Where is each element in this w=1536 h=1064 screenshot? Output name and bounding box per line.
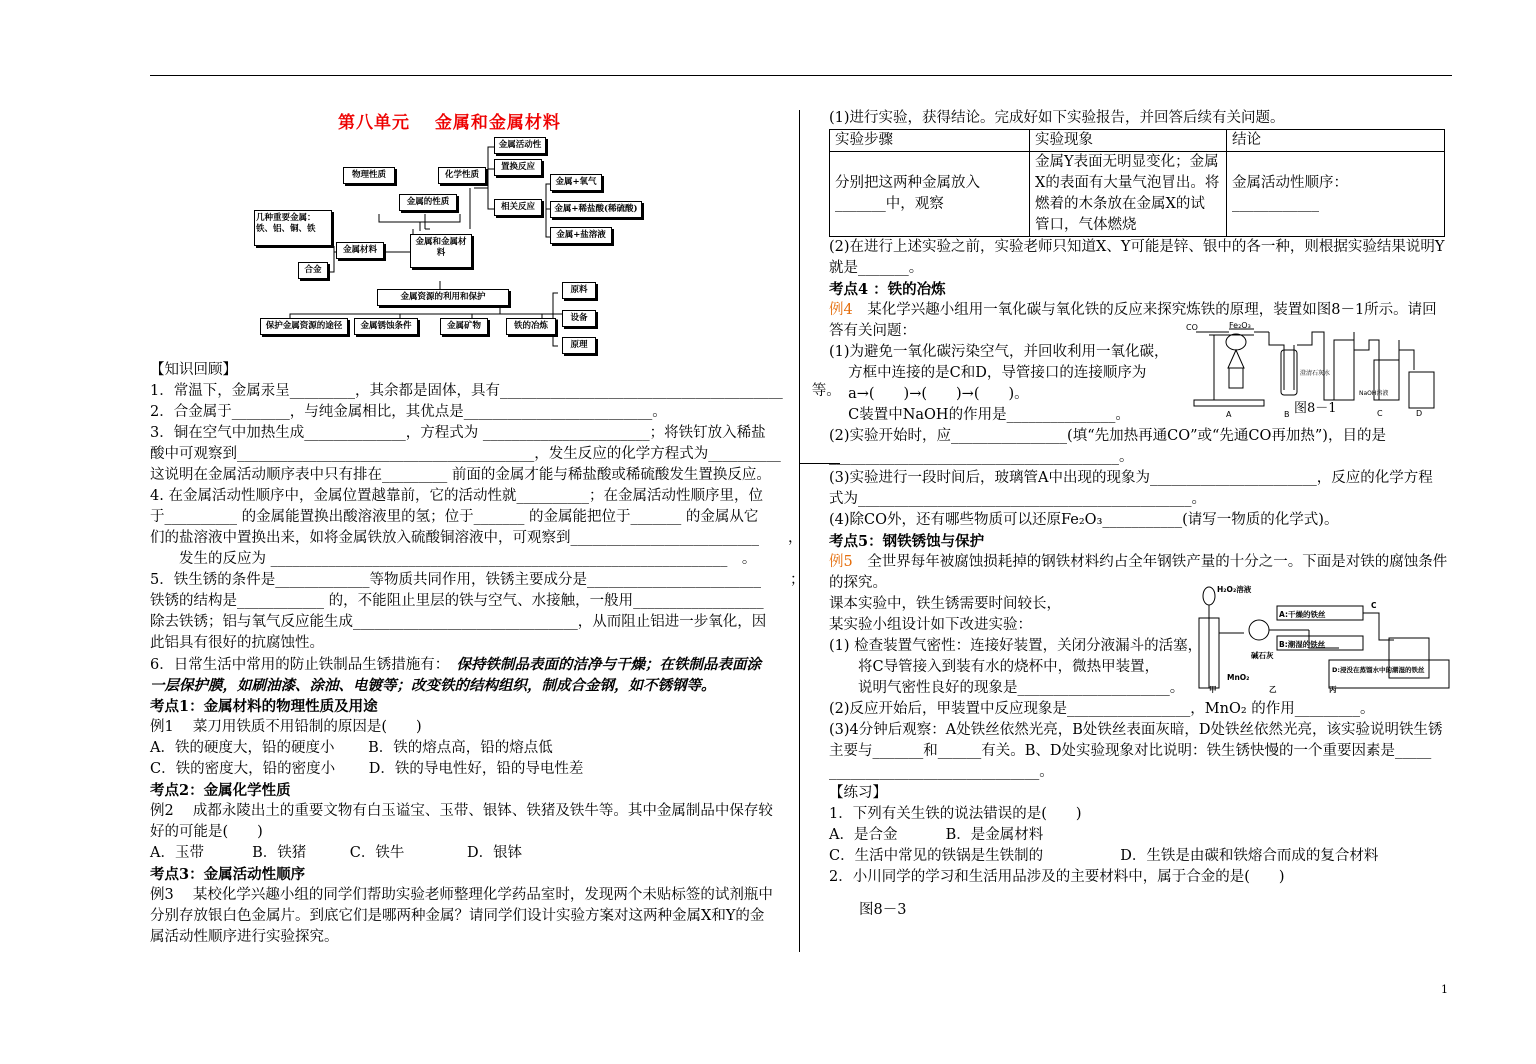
intro-line: (1)进行实验，获得结论。完成好如下实验报告，并回答后续有关问题。 xyxy=(829,110,1285,126)
figure-rust-apparatus xyxy=(1189,578,1451,693)
rust-apparatus-drawing xyxy=(1189,578,1451,693)
page-title: 第八单元 金属和金属材料 xyxy=(338,113,561,133)
box-principle: 原理 xyxy=(562,337,596,354)
example-4-line: 方框中连接的是C和D，导管接口的连接顺序为 xyxy=(829,365,1147,381)
review-line: 【知识回顾】 xyxy=(150,362,237,378)
cell-phenomena xyxy=(1030,152,1227,237)
example-5-line: (1) 检查装置气密性：连接好装置，关闭分液漏斗的活塞， xyxy=(829,638,1203,654)
example-4-line: 式为______________________________________________。 xyxy=(829,491,1206,507)
example-4-line: (1)为避免一氧化碳污染空气，并回收利用一氧化碳， xyxy=(829,344,1169,360)
box-chemical: 化学性质 xyxy=(438,167,486,184)
box-related: 相关反应 xyxy=(494,199,542,216)
review-line: 此铝具有很好的抗腐蚀性。 xyxy=(150,635,324,651)
box-materials: 金属材料 xyxy=(336,242,384,259)
example-5-line: 某实验小组设计如下改进实验： xyxy=(829,617,1032,633)
fig2-yi-label: 乙 xyxy=(1269,685,1277,693)
example-4-line: (4)除CO外，还有哪些物质可以还原Fe₂O₃___________(请写一物质的化学式)。 xyxy=(829,512,1339,528)
example-2-line: A．玉带 B．铁猪 C．铁牛 D．银钵 xyxy=(150,845,523,861)
right-column xyxy=(829,108,1451,921)
example-5-line: (3)4分钟后观察：A处铁丝依然光亮，B处铁丝表面灰暗，D处铁丝依然光亮，该实验说明铁生锈 xyxy=(829,722,1443,738)
cell-concl-line: 金属活动性顺序： xyxy=(1232,175,1348,191)
box-several-line2: 铁、铝、铜、铁 xyxy=(256,223,316,234)
fig2-c-label: C xyxy=(1371,601,1377,610)
example-5-line: 的探究。 xyxy=(829,575,887,591)
box-r3: 金属+盐溶液 xyxy=(550,227,612,244)
cell-steps xyxy=(830,152,1030,237)
review-line: 4. 在金属活动性顺序中，金属位置越靠前，它的活动性就__________；在金属活动性顺序里，位 xyxy=(150,488,763,504)
cell-steps-line: _______中，观察 xyxy=(835,196,944,212)
example-5-line: _____________________________。 xyxy=(829,764,1054,780)
review-line: 铁锈的结构是____________ 的，不能阻止里层的铁与空气、水接触，一般用__________________ xyxy=(150,593,764,609)
q2-line: 就是_______。 xyxy=(829,260,924,276)
box-displacement: 置换反应 xyxy=(494,159,542,176)
example-5-line: 主要与_______和______有关。B、D处实验现象对比说明：铁生锈快慢的一个重要因素是_____ xyxy=(829,743,1432,759)
box-r2: 金属+稀盐酸(稀硫酸) xyxy=(550,201,642,218)
review-line: 们的盐溶液中置换出来，如将金属铁放入硫酸铜溶液中，可观察到__________________________ ， xyxy=(150,530,803,546)
cell-steps-line: 分别把这两种金属放入 xyxy=(835,175,980,191)
q2-line: (2)在进行上述实验之前，实验老师只知道X、Y可能是锌、银中的各一种，则根据实验结果说明Y xyxy=(829,239,1445,255)
example-2-line: 好的可能是( ) xyxy=(150,824,263,840)
fig1-b-label: B xyxy=(1284,410,1290,419)
practice-line: 【练习】 xyxy=(829,785,887,801)
example-5-line: 说明气密性良好的现象是_____________________。 xyxy=(829,680,1185,696)
example-4-line: 答有关问题： xyxy=(829,323,916,339)
q6-label: 6．日常生活中常用的防止铁制品生锈措施有： xyxy=(150,657,457,673)
figure-8-1 xyxy=(1184,320,1449,420)
example-4-line: ________________________________________。 xyxy=(829,449,1134,465)
cell-phen-line: 燃着的木条放在金属X的试 xyxy=(1035,196,1205,212)
cell-phen-line: 管口，气体燃烧 xyxy=(1035,217,1137,233)
example-3-line: 例3 某校化学兴趣小组的同学们帮助实验老师整理化学药品室时，发现两个未贴标签的试剂瓶中 xyxy=(150,887,773,903)
cell-conclusion xyxy=(1227,152,1445,237)
box-r1: 金属+氧气 xyxy=(550,174,602,191)
top-rule xyxy=(150,75,1452,76)
box-raw: 原料 xyxy=(562,282,596,299)
figure-8-1-drawing xyxy=(1184,320,1449,420)
review-line: 这说明在金属活动顺序表中只有排在_________ 前面的金属才能与稀盐酸或稀硫酸发生置换反应。 xyxy=(150,467,771,483)
example-3-line: 分别存放银白色金属片。到底它们是哪两种金属？请同学们设计实验方案对这两种金属X和Y的金 xyxy=(150,908,765,924)
fig2-jia-label: 甲 xyxy=(1209,685,1217,693)
experiment-report-table xyxy=(829,129,1445,237)
box-properties: 金属的性质 xyxy=(399,194,457,211)
box-several xyxy=(254,210,332,246)
example-2-line: 例2 成都永陵出土的重要文物有白玉谥宝、玉带、银钵、铁猪及铁牛等。其中金属制品中保存较 xyxy=(150,803,773,819)
box-physical: 物理性质 xyxy=(343,167,395,184)
review-line: 发生的反应为 _______________________________________________________________ 。 xyxy=(150,551,757,567)
figure-8-3-caption: 图8－3 xyxy=(859,902,907,918)
example-4-line xyxy=(829,300,1451,321)
example-3-line: 属活动性顺序进行实验探究。 xyxy=(150,929,339,945)
fig2-b-label: B:潮湿的铁丝 xyxy=(1279,640,1326,649)
th-steps: 实验步骤 xyxy=(830,130,1030,152)
fig1-fe-label: Fe₂O₃ xyxy=(1229,321,1251,330)
example-5-text: 全世界每年被腐蚀损耗掉的钢铁材料约占全年钢铁产量的十分之一。下面是对铁的腐蚀条件 xyxy=(852,554,1448,570)
q6-answer: 保持铁制品表面的洁净与干燥；在铁制品表面涂 xyxy=(456,656,761,673)
example-4-label: 例4 xyxy=(829,302,853,318)
example-4-line: C装置中NaOH的作用是_______________。 xyxy=(829,407,1130,423)
q6-line xyxy=(150,654,775,675)
example-4-line: (2)实验开始时，应________________(填“先加热再通CO”或“先通CO再加热”)，目的是 xyxy=(829,428,1386,444)
fig2-a-label: A:干燥的铁丝 xyxy=(1279,610,1326,619)
cell-phen-line: X的表面有大量气泡冒出。将 xyxy=(1035,175,1220,191)
review-line: 3．铜在空气中加热生成______________，方程式为 _______________________；将铁钉放入稀盐 xyxy=(150,425,766,441)
kaodian-3: 考点3：金属活动性顺序 xyxy=(150,866,306,883)
mind-map xyxy=(250,134,650,366)
review-line: 于__________ 的金属能置换出酸溶液里的氢；位于_______ 的金属能把位于_______ 的金属从它 xyxy=(150,509,759,525)
box-rust: 金属锈蚀条件 xyxy=(354,318,418,335)
review-line: 除去铁锈；铝与氧气反应能生成_______________________________，从而阻止铝进一步氧化，因 xyxy=(150,614,767,630)
kaodian-4: 考点4 ：铁的冶炼 xyxy=(829,281,946,298)
box-ore: 金属矿物 xyxy=(440,318,488,335)
fig1-d-label: D xyxy=(1416,409,1423,418)
fig1-co-label: CO xyxy=(1186,323,1198,332)
fig1-naoh-label: NaOH溶液 xyxy=(1359,390,1389,397)
fig1-lime-label: 澄清石灰水 xyxy=(1300,370,1331,377)
example-4-line: a→( )→( )→( )。 xyxy=(829,386,1029,402)
kaodian-5: 考点5：钢铁锈蚀与保护 xyxy=(829,533,985,550)
page-number: 1 xyxy=(1441,983,1448,996)
practice-line: 2．小川同学的学习和生活用品涉及的主要材料中，属于合金的是( ) xyxy=(829,869,1285,885)
example-5-line: (2)反应开始后，甲装置中反应现象是_________________，MnO₂ 的作用_________。 xyxy=(829,701,1375,717)
example-5-label: 例5 xyxy=(829,554,853,570)
example-4-text: 某化学兴趣小组用一氧化碳与氧化铁的反应来探究炼铁的原理，装置如图8－1所示。请回 xyxy=(852,302,1437,318)
fig2-lime-label: 碱石灰 xyxy=(1251,651,1274,660)
kaodian-1: 考点1：金属材料的物理性质及用途 xyxy=(150,698,378,715)
fig2-bing-label: 丙 xyxy=(1329,685,1337,693)
example-1-line: 例1 菜刀用铁质不用铅制的原因是( ) xyxy=(150,719,422,735)
fig2-h2o2-label: H₂O₂溶液 xyxy=(1217,585,1252,594)
th-conclusion: 结论 xyxy=(1227,130,1445,152)
example-5-line: 课本实验中，铁生锈需要时间较长， xyxy=(829,596,1061,612)
box-smelt: 铁的冶炼 xyxy=(506,318,556,335)
example-4-line: (3)实验进行一段时间后，玻璃管A中出现的现象为_______________________，反应的化学方程 xyxy=(829,470,1433,486)
box-activity: 金属活动性 xyxy=(494,137,546,154)
review-line: 酸中可观察到_________________________________________，发生反应的化学方程式为__________ xyxy=(150,446,781,462)
review-line: 5．铁生锈的条件是_____________等物质共同作用，铁锈主要成分是________________________ ； xyxy=(150,572,805,588)
example-1-line: C．铁的密度大，铅的密度小 D．铁的导电性好，铅的导电性差 xyxy=(150,761,584,777)
fig2-d-label: D:浸没在蒸馏水中的潮湿的铁丝 xyxy=(1332,666,1425,674)
fig1-c-label: C xyxy=(1377,409,1383,418)
review-line: 2．合金属于________，与纯金属相比，其优点是__________________________。 xyxy=(150,404,667,420)
kaodian-2: 考点2：金属化学性质 xyxy=(150,782,291,799)
box-protect: 保护金属资源的途径 xyxy=(260,318,348,335)
box-center: 金属和金属材料 xyxy=(410,234,472,268)
q6-answer-cont: 一层保护膜，如刷油漆、涂油、电镀等；改变铁的结构组织，制成合金钢，如不锈钢等。 xyxy=(150,677,716,694)
practice-line: A．是合金 B．是金属材料 xyxy=(829,827,1044,843)
box-equip: 设备 xyxy=(562,310,596,327)
fig1-caption: 图8－1 xyxy=(1294,401,1337,416)
practice-line: 1．下列有关生铁的说法错误的是( ) xyxy=(829,806,1082,822)
fig1-a-label: A xyxy=(1226,410,1232,419)
th-phenomena: 实验现象 xyxy=(1030,130,1227,152)
box-alloy: 合金 xyxy=(298,262,328,279)
cell-phen-line: 金属Y表面无明显变化；金属 xyxy=(1035,154,1219,170)
fig2-mno2-label: MnO₂ xyxy=(1227,673,1250,682)
example-5-line: 将C导管接入到装有水的烧杯中，微热甲装置， xyxy=(829,659,1160,675)
example-1-line: A．铁的硬度大，铅的硬度小 B．铁的熔点高，铅的熔点低 xyxy=(150,740,553,756)
box-several-line1: 几种重要金属： xyxy=(256,213,316,223)
review-line: 1．常温下，金属汞呈_________，其余都是固体，具有_______________________________________ 等。 xyxy=(150,383,841,399)
example-5-line xyxy=(829,552,1451,573)
practice-line: C．生活中常见的铁锅是生铁制的 D．生铁是由碳和铁熔合而成的复合材料 xyxy=(829,848,1379,864)
box-use: 金属资源的利用和保护 xyxy=(377,289,509,306)
cell-concl-line: ____________ xyxy=(1232,196,1319,212)
